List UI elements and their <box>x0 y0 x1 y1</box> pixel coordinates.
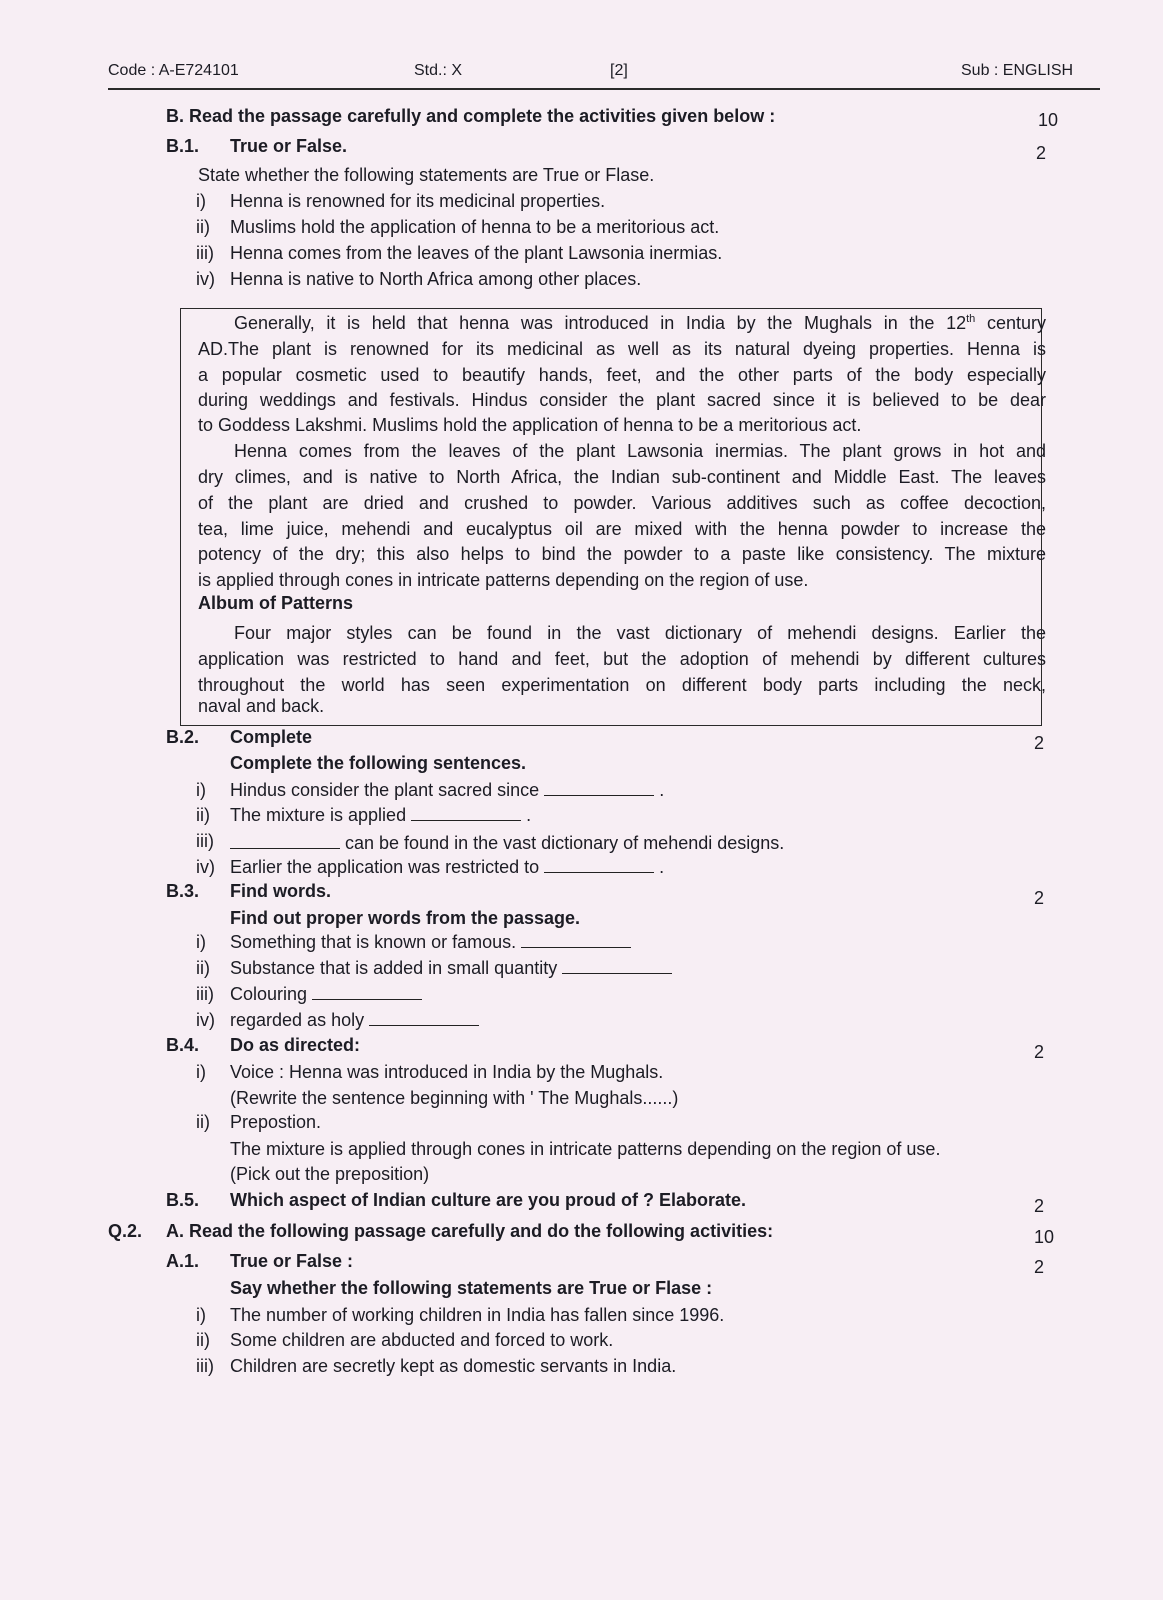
section-b-heading: B. Read the passage carefully and complete the activities given below : <box>166 106 776 126</box>
passage-line: of the plant are dried and crushed to powder. Various additives such as coffee decoction, <box>198 493 1046 513</box>
answer-blank[interactable] <box>544 781 654 796</box>
answer-blank[interactable] <box>230 834 340 849</box>
passage-line: Henna comes from the leaves of the plant Lawsonia inermias. The plant grows in hot and <box>234 441 1046 461</box>
header-rule <box>108 88 1100 90</box>
b2-item-2-num: ii) <box>196 805 210 825</box>
b4-ii-line3: (Pick out the preposition) <box>230 1164 430 1184</box>
b4-i-num: i) <box>196 1062 206 1082</box>
section-b-marks: 10 <box>1038 110 1059 130</box>
q2-item-2: Some children are abducted and forced to work. <box>230 1330 614 1350</box>
page-number: [2] <box>610 62 628 79</box>
answer-blank[interactable] <box>312 985 422 1000</box>
b2-item-1: Hindus consider the plant sacred since . <box>230 780 665 800</box>
passage-line: tea, lime juice, mehendi and eucalyptus oil are mixed with the henna powder to increase the <box>198 519 1046 539</box>
b1-item-4-num: iv) <box>196 269 215 289</box>
b1-marks: 2 <box>1036 143 1047 163</box>
b3-item-3-num: iii) <box>196 984 214 1004</box>
q2-a1-marks: 2 <box>1034 1257 1045 1277</box>
b3-instruction: Find out proper words from the passage. <box>230 908 581 928</box>
passage-subheading: Album of Patterns <box>198 593 354 613</box>
b5-number: B.5. <box>166 1190 200 1210</box>
b2-item-1-num: i) <box>196 780 206 800</box>
b4-i-line2: (Rewrite the sentence beginning with ' The Mughals......) <box>230 1088 679 1108</box>
b1-item-4: Henna is native to North Africa among other places. <box>230 269 642 289</box>
passage-line: during weddings and festivals. Hindus consider the plant sacred since it is believed to be dear <box>198 390 1046 410</box>
b3-item-2: Substance that is added in small quantity <box>230 958 672 979</box>
q2-number: Q.2. <box>108 1221 143 1241</box>
b4-ii-line2: The mixture is applied through cones in intricate patterns depending on the region of use. <box>230 1139 941 1159</box>
q2-item-1: The number of working children in India has fallen since 1996. <box>230 1305 725 1325</box>
paper-code: Code : A-E724101 <box>108 62 239 79</box>
b3-item-2-num: ii) <box>196 958 210 978</box>
b1-item-3-num: iii) <box>196 243 214 263</box>
standard: Std.: X <box>414 62 463 79</box>
passage-line: Four major styles can be found in the vast dictionary of mehendi designs. Earlier the <box>234 623 1046 643</box>
passage-line: a popular cosmetic used to beautify hands, feet, and the other parts of the body especially <box>198 365 1046 385</box>
b1-item-3: Henna comes from the leaves of the plant Lawsonia inermias. <box>230 243 723 263</box>
q2-item-1-num: i) <box>196 1305 206 1325</box>
q2-item-3: Children are secretly kept as domestic servants in India. <box>230 1356 677 1376</box>
b3-item-4: regarded as holy <box>230 1010 479 1031</box>
passage-line: AD.The plant is renowned for its medicinal as well as its natural dyeing properties. Henna is <box>198 339 1046 359</box>
q2-a1-title: True or False : <box>230 1251 354 1271</box>
b3-number: B.3. <box>166 881 200 901</box>
b4-title: Do as directed: <box>230 1035 361 1055</box>
b5-marks: 2 <box>1034 1196 1045 1216</box>
q2-marks: 10 <box>1034 1227 1055 1247</box>
b4-ii-num: ii) <box>196 1112 210 1132</box>
passage-line: Generally, it is held that henna was introduced in India by the Mughals in the 12th century <box>234 313 1046 333</box>
q2-heading: A. Read the following passage carefully and do the following activities: <box>166 1221 774 1241</box>
b3-marks: 2 <box>1034 888 1045 908</box>
b2-item-4: Earlier the application was restricted to . <box>230 857 665 877</box>
answer-blank[interactable] <box>411 806 521 821</box>
passage-line: dry climes, and is native to North Africa, the Indian sub-continent and Middle East. The leaves <box>198 467 1046 487</box>
passage-line: to Goddess Lakshmi. Muslims hold the application of henna to be a meritorious act. <box>198 415 862 435</box>
passage-line: potency of the dry; this also helps to bind the powder to a paste like consistency. The mixture <box>198 544 1046 564</box>
answer-blank[interactable] <box>544 858 654 873</box>
b3-item-3: Colouring <box>230 984 422 1005</box>
b1-item-1: Henna is renowned for its medicinal properties. <box>230 191 606 211</box>
answer-blank[interactable] <box>521 933 631 948</box>
b2-number: B.2. <box>166 727 200 747</box>
q2-a1-number: A.1. <box>166 1251 200 1271</box>
b1-title: True or False. <box>230 136 348 156</box>
b2-item-4-num: iv) <box>196 857 215 877</box>
q2-item-2-num: ii) <box>196 1330 210 1350</box>
b3-item-1-num: i) <box>196 932 206 952</box>
b4-i-line1: Voice : Henna was introduced in India by the Mughals. <box>230 1062 664 1082</box>
b4-marks: 2 <box>1034 1042 1045 1062</box>
b1-item-1-num: i) <box>196 191 206 211</box>
q2-a1-instruction: Say whether the following statements are True or Flase : <box>230 1278 713 1298</box>
answer-blank[interactable] <box>562 959 672 974</box>
b2-item-3: can be found in the vast dictionary of mehendi designs. <box>230 833 784 854</box>
b5-question: Which aspect of Indian culture are you proud of ? Elaborate. <box>230 1190 747 1210</box>
b3-item-1: Something that is known or famous. <box>230 932 631 953</box>
b2-item-3-num: iii) <box>196 831 214 851</box>
b3-item-4-num: iv) <box>196 1010 215 1030</box>
b2-title: Complete <box>230 727 313 747</box>
b1-item-2: Muslims hold the application of henna to be a meritorious act. <box>230 217 720 237</box>
passage-line: is applied through cones in intricate patterns depending on the region of use. <box>198 570 809 590</box>
q2-item-3-num: iii) <box>196 1356 214 1376</box>
b1-item-2-num: ii) <box>196 217 210 237</box>
b1-number: B.1. <box>166 136 200 156</box>
b2-instruction: Complete the following sentences. <box>230 753 527 773</box>
b1-instruction: State whether the following statements are True or Flase. <box>198 165 655 185</box>
answer-blank[interactable] <box>369 1011 479 1026</box>
b4-number: B.4. <box>166 1035 200 1055</box>
passage-line: naval and back. <box>198 696 325 716</box>
b3-title: Find words. <box>230 881 331 901</box>
b4-ii-line1: Prepostion. <box>230 1112 322 1132</box>
subject: Sub : ENGLISH <box>961 62 1074 79</box>
passage-line: application was restricted to hand and feet, but the adoption of mehendi by different cultures <box>198 649 1046 669</box>
b2-item-2: The mixture is applied . <box>230 805 532 825</box>
b2-marks: 2 <box>1034 733 1045 753</box>
passage-line: throughout the world has seen experimentation on different body parts including the neck, <box>198 675 1046 695</box>
